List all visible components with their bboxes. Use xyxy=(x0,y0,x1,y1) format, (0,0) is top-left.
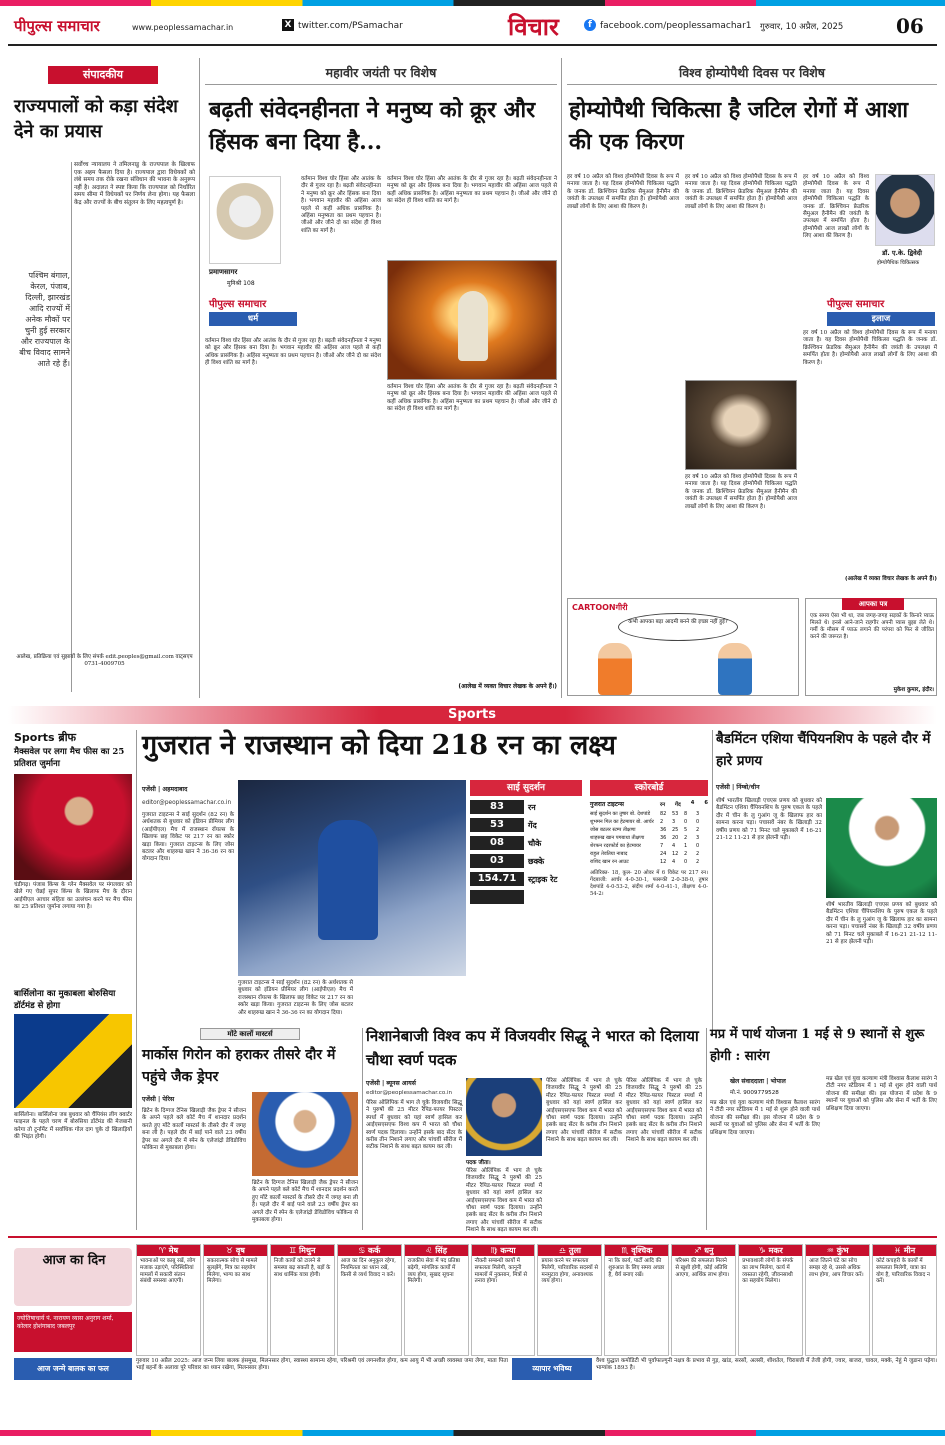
stat-2-label: चौके xyxy=(528,839,542,848)
brief-body: चंडीगढ़। पंजाब किंग्स के ग्लेन मैक्सवेल पर मंगलवार को खेले गए चेन्नई सुपर किंग्स के खिलाफ मैच के दौरान आईपीएल आचार संहिता का उल्लंघन करने पर मैच फीस का 25 प्रतिशत जुर्माना लगाया गया है। xyxy=(14,882,132,911)
author-photo-mahavir xyxy=(209,176,281,264)
rashifal-astrologer: ज्योतिषाचार्य पं. नारायण व्यास अनुराग शर्मा, कोलार होशंगाबाद जबलपुर xyxy=(14,1312,132,1352)
zodiac-symbol-icon: ♈ xyxy=(158,1246,166,1255)
letters-box xyxy=(805,598,937,696)
monte-byline: एजेंसी | पेरिस xyxy=(142,1096,175,1103)
zodiac-symbol-icon: ♐ xyxy=(694,1246,702,1255)
letters-label: आपका पत्र xyxy=(842,598,904,610)
zodiac-symbol-icon: ♌ xyxy=(425,1246,433,1255)
author-photo-homeopathy xyxy=(875,174,935,246)
zodiac-vrish: ♉ वृष सकारात्मक सोच से मामले सुलझेंगे, मित्र का सहयोग मिलेगा, भाग्य का साथ मिलेगा। xyxy=(203,1244,268,1356)
article1-body-col4: वर्तमान विश्व घोर हिंसा और आतंक के दौर से गुजर रहा है। बढ़ती संवेदनहीनता ने मनुष्य को क्रूर और हिंसक बना दिया है। भगवान महावीर की अहिंसा आज पहले से कहीं अधिक प्रासंगिक है। अहिंसा मनुष्यता का प्रथम पहचान है। जीओ और जीने दो का संदेश ही विश्व शांति का मार्ग है। xyxy=(387,384,557,413)
stat-1-value: 53 xyxy=(470,818,524,832)
table-row: साई सुदर्शन का तुषार बो. देशपांडे 82 53 8 3 xyxy=(590,811,700,817)
article1-author-title: मुनिश्री 108 xyxy=(227,280,255,287)
letters-author: मुकेश कुमार, इंदौर। xyxy=(893,687,934,693)
editorial-sidebar: पश्चिम बंगाल, केरल, पंजाब, दिल्ली, झारखंड आदि राज्यों में अनेक मौकों पर चुनी हुई सरकार और राज्यपाल के बीच विवाद सामने आते रहे हैं। xyxy=(19,271,70,368)
zodiac-mithun: ♊ मिथुन निजी कार्यों को टालने से समस्या बढ़ सकती है, बड़ों के साथ धार्मिक यात्रा होगी। xyxy=(270,1244,335,1356)
twitter-link[interactable]: twitter.com/PSamachar xyxy=(298,21,403,31)
stat-2-value: 08 xyxy=(470,836,524,850)
shooting-body-col1: पेरिस ओलिंपिक में भाग ले चुके विजयवीर सिद्धू ने पुरुषों की 25 मीटर रैपिड-फायर पिस्टल स्पर्धा में बुधवार को यहां स्वर्ण हासिल कर आईएसएसएफ विश्व कप में भारत को चौथा स्वर्ण पदक दिलाया। उन्होंने इसके बाद सेंटर के करीब तीन निशाने लगाए और पांचवीं सीरीज में सटीक निशाने के साथ बढ़त कायम कर ली। xyxy=(366,1100,462,1151)
stat-4-value: 154.71 xyxy=(470,872,524,886)
article1-body-col2: वर्तमान विश्व घोर हिंसा और आतंक के दौर से गुजर रहा है। बढ़ती संवेदनहीनता ने मनुष्य को क्रूर और हिंसक बना दिया है। भगवान महावीर की अहिंसा आज पहले से कहीं अधिक प्रासंगिक है। अहिंसा मनुष्यता का प्रथम पहचान है। जीओ और जीने दो का संदेश ही विश्व शांति का मार्ग है। xyxy=(205,338,381,367)
article2-author-title: होम्योपैथिक चिकित्सक xyxy=(876,260,920,266)
player-name: साई सुदर्शन xyxy=(470,780,582,796)
facebook-link[interactable]: facebook.com/peoplessamachar1 xyxy=(600,21,752,31)
col-balls: गेंद xyxy=(675,802,681,808)
color-strip xyxy=(0,0,945,6)
brief-photo xyxy=(14,774,132,880)
editorial-body: सर्वोच्च न्यायालय ने तमिलनाडु के राज्यपाल के खिलाफ एक अहम फैसला दिया है। राज्यपाल द्वारा विधेयकों को लंबे समय तक रोके रखना संविधान की भावना के अनुरूप नहीं है। अदालत ने स्पष्ट किया कि राज्यपाल को निर्धारित समय सीमा में विधेयकों पर निर्णय लेना होगा। यह फैसला केंद्र और राज्यों के बीच संतुलन के लिए महत्वपूर्ण है। xyxy=(74,162,195,206)
article-mahavir xyxy=(205,58,557,698)
zodiac-symbol-icon: ♓ xyxy=(893,1246,902,1255)
mp-byline: खेल संवाददाता | भोपाल xyxy=(730,1078,786,1085)
table-row: शेरफन रदरफोर्ड का हेटमायर 7 4 1 0 xyxy=(590,843,700,849)
article1-kicker: महावीर जयंती पर विशेष xyxy=(325,65,437,80)
badminton-headline: बैडमिंटन एशिया चैंपियनशिप के पहले दौर में हारे प्रणय xyxy=(716,731,931,769)
article2-body-col5: हर वर्ष 10 अप्रैल को विश्व होम्योपैथी दिवस के रूप में मनाया जाता है। यह दिवस होम्योपैथी चिकित्सा पद्धति के जनक डॉ. क्रिश्चियन फ्रेडरिक सैमुअल हैनीमैन की जयंती के उपलक्ष्य में समर्पित होता है। होम्योपैथी आज लाखों लोगों के लिए आशा की किरण है। xyxy=(803,330,937,366)
badminton-body-col2: शीर्ष भारतीय खिलाड़ी एचएस प्रणय को बुधवार को बैडमिंटन एशिया चैंपियनशिप के पुरुष एकल के पहले दौर में चीन के लु गुआंग जू के खिलाफ हार का सामना करना पड़ा। पचासवें नंबर के खिलाड़ी 32 वर्षीय प्रणय को 71 मिनट चले मुकाबले में 16-21 21-12 11-21 से हार झेलनी पड़ी। xyxy=(826,902,937,946)
shooting-body-col4: पेरिस ओलिंपिक में भाग ले चुके विजयवीर सिद्धू ने पुरुषों की 25 मीटर रैपिड-फायर पिस्टल स्पर्धा में बुधवार को यहां स्वर्ण हासिल कर आईएसएसएफ विश्व कप में भारत को चौथा स्वर्ण पदक दिलाया। उन्होंने इसके बाद सेंटर के करीब तीन निशाने लगाए और पांचवीं सीरीज में सटीक निशाने के साथ बढ़त कायम कर ली। xyxy=(626,1078,702,1144)
zodiac-symbol-icon: ♍ xyxy=(490,1246,498,1255)
shooting-headline: निशानेबाजी विश्व कप में विजयवीर सिद्धू ने भारत को दिलाया चौथा स्वर्ण पदक xyxy=(366,1027,699,1069)
masthead-rule xyxy=(8,44,937,46)
article1-brand: पीपुल्स समाचार xyxy=(209,299,267,310)
shooting-story xyxy=(366,1024,702,1234)
editorial-divider xyxy=(71,162,72,692)
scoreboard-header xyxy=(660,800,708,808)
brief-headline: मैक्सवेल पर लगा मैच फीस का 25 प्रतिशत जुर्माना xyxy=(14,747,125,769)
badminton-byline: एजेंसी | निंग्बो/चीन xyxy=(716,784,760,791)
column-divider-1 xyxy=(199,58,200,698)
zodiac-symbol-icon: ♒ xyxy=(826,1246,834,1255)
monte-carlo-story xyxy=(142,1028,358,1230)
col-fours: 4 xyxy=(690,800,695,806)
brief2-body: बार्सिलोना। बार्सिलोना जब बुधवार को चैंपियंस लीग क्वार्टर फाइनल के पहले चरण में बोरुसिया डॉर्टमंड की मेजबानी करेगा तो टूर्नामेंट में सर्वाधिक गोल दाग चुके दो खिलाड़ियों की भिड़ंत होगी। xyxy=(14,1112,132,1141)
article1-headline: बढ़ती संवेदनहीनता ने मनुष्य को क्रूर और हिंसक बना दिया है... xyxy=(209,97,536,155)
article2-headline: होम्योपैथी चिकित्सा है जटिल रोगों में आशा की एक किरण xyxy=(569,97,909,155)
stat-3-value: 03 xyxy=(470,854,524,868)
zodiac-makar: ♑ मकर प्रभावशाली लोगों के संपर्क का लाभ मिलेगा, कार्य में व्यस्तता रहेगी, जीवनसाथी का सहयोग मिलेगा। xyxy=(738,1244,803,1356)
twitter-icon: X xyxy=(282,19,294,31)
zodiac-kanya: ♍ कन्या नौकरी सम्बन्धी कार्यों में सफलता मिलेगी, कानूनी मामलों में नुकसान, मित्रों से तनाव होगा। xyxy=(471,1244,536,1356)
rashifal-title: आज का दिन xyxy=(42,1253,106,1268)
zodiac-singh: ♌ सिंह राजकीय सेवा में पद प्रतिष्ठा बढ़ेगी, मांगलिक कार्यों में व्यय होगा, सुखद सूचना मिलेगी। xyxy=(404,1244,469,1356)
birthday-label: आज जन्मे बालक का फल xyxy=(14,1358,132,1380)
table-row: राहुल तेवतिया नाबाद 24 12 2 2 xyxy=(590,851,700,857)
table-row: शाहरुख खान पगबाधा तीक्षणा 36 20 2 3 xyxy=(590,835,700,841)
masthead-logo: पीपुल्स समाचार xyxy=(14,17,100,35)
monte-headline: मार्कोस गिरोन को हराकर तीसरे दौर में पहुंचे जैक ड्रेपर xyxy=(142,1047,336,1085)
article2-brand: पीपुल्स समाचार xyxy=(827,299,885,310)
rashifal-title-box xyxy=(14,1248,132,1306)
article2-body-col1: हर वर्ष 10 अप्रैल को विश्व होम्योपैथी दिवस के रूप में मनाया जाता है। यह दिवस होम्योपैथी चिकित्सा पद्धति के जनक डॉ. क्रिश्चियन फ्रेडरिक सैमुअल हैनीमैन की जयंती के उपलक्ष्य में समर्पित होता है। होम्योपैथी आज लाखों लोगों के लिए आशा की किरण है। xyxy=(567,174,679,210)
zodiac-kark: ♋ कर्क आज का दिन अनुकूल रहेगा, नियमितता का ध्यान रखें, किसी से व्यर्थ विवाद न करें। xyxy=(337,1244,402,1356)
monte-label: मोंटे कार्लो मास्टर्स xyxy=(200,1028,300,1040)
table-row: शुभमन गिल का हेटमायर बो. आर्चर 2 3 0 0 xyxy=(590,819,700,825)
stat-0-label: रन xyxy=(528,803,536,812)
issue-date: गुरुवार, 10 अप्रैल, 2025 xyxy=(760,22,844,32)
article-homeopathy xyxy=(567,58,937,598)
article1-footer: (आलेख में व्यक्त विचार लेखक के अपने हैं।) xyxy=(458,683,557,690)
article1-body-col1: वर्तमान विश्व घोर हिंसा और आतंक के दौर से गुजर रहा है। बढ़ती संवेदनहीनता ने मनुष्य को क्रूर और हिंसक बना दिया है। भगवान महावीर की अहिंसा आज पहले से कहीं अधिक प्रासंगिक है। अहिंसा मनुष्यता का प्रथम पहचान है। जीओ और जीने दो का संदेश ही विश्व शांति का मार्ग है। xyxy=(301,176,381,234)
player-stats xyxy=(470,780,582,976)
stat-4-label: स्ट्राइक रेट xyxy=(528,875,558,884)
shooting-caption: पदक जीता। xyxy=(466,1160,491,1166)
badminton-body-col1: शीर्ष भारतीय खिलाड़ी एचएस प्रणय को बुधवार को बैडमिंटन एशिया चैंपियनशिप के पुरुष एकल के पहले दौर में चीन के लु गुआंग जू के खिलाफ हार का सामना करना पड़ा। पचासवें नंबर के खिलाड़ी 32 वर्षीय प्रणय को 71 मिनट चले मुकाबले में 16-21 21-12 11-21 से हार झेलनी पड़ी। xyxy=(716,798,822,842)
cartoon-caption: कभी आपका बड़ा आदमी बनने की इच्छा नहीं हुई? xyxy=(628,619,728,625)
business-text: वैश्व युद्धात कमोडिटी भी पूर्वाफाल्गुनी नक्षत्र के प्रभाव से गुड़, खांड, सरसों, अलसी, शीशतेल, चिराबत्ती में तेजी होगी, ज्वार, बाजरा, चावल, मक्के, नेहुं मे जुडाना पड़ेगा। भाग्यांक 1893 है। xyxy=(596,1358,937,1371)
scoreboard-label: स्कोरबोर्ड xyxy=(590,780,708,796)
sports-brief xyxy=(14,730,132,1040)
editorial-headline: राज्यपालों को कड़ा संदेश देने का प्रयास xyxy=(14,96,178,142)
brief2-photo xyxy=(14,1014,132,1108)
brief-label: Sports ब्रीफ xyxy=(14,731,77,744)
column-divider-6 xyxy=(706,1028,707,1230)
zodiac-symbol-icon: ♑ xyxy=(758,1246,766,1255)
shooting-body-col2: पेरिस ओलिंपिक में भाग ले चुके विजयवीर सिद्धू ने पुरुषों की 25 मीटर रैपिड-फायर पिस्टल स्पर्धा में बुधवार को यहां स्वर्ण हासिल कर आईएसएसएफ विश्व कप में भारत को चौथा स्वर्ण पदक दिलाया। उन्होंने इसके बाद सेंटर के करीब तीन निशाने लगाए और पांचवीं सीरीज में सटीक निशाने के साथ बढ़त कायम कर ली। xyxy=(466,1168,542,1234)
scoreboard xyxy=(590,780,708,1030)
stat-0-value: 83 xyxy=(470,800,524,814)
website-link[interactable]: www.peoplessamachar.in xyxy=(132,23,234,32)
zodiac-dhanu: ♐ धनु परिश्रम की सफलता मिलने से खुशी होगी, कोई अतिथि आएगा, आर्थिक लाभ होगा। xyxy=(671,1244,736,1356)
main-headline: गुजरात ने राजस्थान को दिया 218 रन का लक्ष्य xyxy=(142,730,616,761)
shooting-byline: एजेंसी | ब्यूनस आयर्स xyxy=(366,1080,416,1087)
zodiac-mesh: ♈ मेष भावनाओं पर काबू रखें, लोग मजाक उड़ाएंगे, परिस्थितियां मामलों में सकारी संतान संबंधी समस्या आएगी। xyxy=(136,1244,201,1356)
article2-tag: इलाज xyxy=(827,312,935,326)
mp-story xyxy=(710,1024,937,1230)
hahnemann-portrait xyxy=(685,380,797,470)
scoreboard-rows xyxy=(590,810,708,866)
monte-body-col2: ब्रिटेन के दिग्गज टेनिस खिलाड़ी जैक ड्रेपर ने सीजन के अपने पहले क्ले कोर्ट मैच में शानदार प्रदर्शन करते हुए मोंटे कार्लो मास्टर्स के तीसरे दौर में जगह बना ली है। पहले दौर में बाई पाने वाले 23 वर्षीय ड्रेपर का अगले दौर में स्पेन के एलेजांद्रो डेविडोविच फोकिना से मुकाबला होगा। xyxy=(252,1180,358,1224)
cartoon-bubble xyxy=(618,613,738,641)
rashifal xyxy=(8,1236,937,1396)
main-body: गुजरात टाइटन्स ने साई सुदर्शन (82 रन) के अर्धशतक से बुधवार को इंडियन प्रीमियर लीग (आईपीएल) मैच में राजस्थान रॉयल्स के खिलाफ छह विकेट पर 217 रन का स्कोर खड़ा किया। गुजरात टाइटन्स के लिए जोस बटलर और शाहरुख खान ने 36-36 रन का योगदान दिया। xyxy=(142,812,234,863)
zodiac-tula: ♎ तुला प्रयास करने पर सफलता मिलेगी, पारिवारिक सदस्यों से मनमुटाव होगा, अनावश्यक व्यय होगा। xyxy=(537,1244,602,1356)
article2-body-col3: हर वर्ष 10 अप्रैल को विश्व होम्योपैथी दिवस के रूप में मनाया जाता है। यह दिवस होम्योपैथी चिकित्सा पद्धति के जनक डॉ. क्रिश्चियन फ्रेडरिक सैमुअल हैनीमैन की जयंती के उपलक्ष्य में समर्पित होता है। होम्योपैथी आज लाखों लोगों के लिए आशा की किरण है। xyxy=(685,474,797,510)
birthday-text: गुरुवार 10 अप्रैल 2025: आज जन्म लिया बालक हंसमुख, मिलनसार होगा, स्वास्थ्य सामान्य रहेगा, परिश्रमी एवं लगनशील होगा, कम आयु में भी अच्छी व्यवस्था जमा लेगा, माता पिता भाई बहनों के अलावा पूरे परिवार का ध्यान रखेगा, मिलनसार होगा। xyxy=(136,1358,508,1371)
column-divider-5 xyxy=(362,1028,363,1230)
table-row: जोस बटलर स्टम्प तीक्षणा 36 25 5 2 xyxy=(590,827,700,833)
editorial-column xyxy=(14,58,195,698)
zodiac-vrishchik: ♏ वृश्चिक ना कि कार्य, पार्टी आदि की शुरुआत के लिए समय अच्छा है, धैर्य बनाए रखें। xyxy=(604,1244,669,1356)
zodiac-symbol-icon: ♎ xyxy=(558,1246,567,1255)
article1-body-col3: वर्तमान विश्व घोर हिंसा और आतंक के दौर से गुजर रहा है। बढ़ती संवेदनहीनता ने मनुष्य को क्रूर और हिंसक बना दिया है। भगवान महावीर की अहिंसा आज पहले से कहीं अधिक प्रासंगिक है। अहिंसा मनुष्यता का प्रथम पहचान है। जीओ और जीने दो का संदेश ही विश्व शांति का मार्ग है। xyxy=(387,176,557,205)
article2-kicker: विश्व होम्योपैथी दिवस पर विशेष xyxy=(678,65,825,80)
shooting-email[interactable]: editor@peoplessamachar.co.in xyxy=(366,1090,453,1096)
article2-body-col4: हर वर्ष 10 अप्रैल को विश्व होम्योपैथी दिवस के रूप में मनाया जाता है। यह दिवस होम्योपैथी चिकित्सा पद्धति के जनक डॉ. क्रिश्चियन फ्रेडरिक सैमुअल हैनीमैन की जयंती के उपलक्ष्य में समर्पित होता है। होम्योपैथी आज लाखों लोगों के लिए आशा की किरण है। xyxy=(803,174,869,240)
article1-tag: धर्म xyxy=(209,312,297,326)
cartoon-box xyxy=(567,598,799,696)
cartoon-figure-left xyxy=(598,643,632,695)
article2-author-name: डॉ. ए.के. द्विवेदी xyxy=(882,249,922,257)
monte-body-col1: ब्रिटेन के दिग्गज टेनिस खिलाड़ी जैक ड्रेपर ने सीजन के अपने पहले क्ले कोर्ट मैच में शानदार प्रदर्शन करते हुए मोंटे कार्लो मास्टर्स के तीसरे दौर में जगह बना ली है। पहले दौर में बाई पाने वाले 23 वर्षीय ड्रेपर का अगले दौर में स्पेन के एलेजांद्रो डेविडोविच फोकिना से मुकाबला होगा। xyxy=(142,1108,246,1152)
stat-1-label: गेंद xyxy=(528,821,537,830)
article1-author-name: प्रमाणसागर xyxy=(209,268,238,276)
zodiac-symbol-icon: ♏ xyxy=(621,1246,629,1255)
cartoon-label: CARTOONगीरी xyxy=(572,603,628,612)
mp-phone: मो.नं. 9009779528 xyxy=(730,1090,779,1096)
shooting-body-col3: पेरिस ओलिंपिक में भाग ले चुके विजयवीर सिद्धू ने पुरुषों की 25 मीटर रैपिड-फायर पिस्टल स्पर्धा में बुधवार को यहां स्वर्ण हासिल कर आईएसएसएफ विश्व कप में भारत को चौथा स्वर्ण पदक दिलाया। उन्होंने इसके बाद सेंटर के करीब तीन निशाने लगाए और पांचवीं सीरीज में सटीक निशाने के साथ बढ़त कायम कर ली। xyxy=(546,1078,622,1144)
monte-photo xyxy=(252,1092,358,1176)
shooting-photo xyxy=(466,1078,542,1156)
stat-3-label: छक्के xyxy=(528,857,545,866)
scoreboard-team: गुजरात टाइटन्स xyxy=(590,801,624,808)
editorial-footer: आलेख, प्रतिक्रिया एवं सुझावों के लिए संपर्क edit.peoples@gmail.com वाट्सएप 0731-4009705 xyxy=(16,654,193,667)
cartoon-figure-right xyxy=(718,643,752,695)
main-photo xyxy=(238,780,466,976)
badminton-photo xyxy=(826,798,937,898)
brief2-headline: बार्सिलोना का मुकाबला बोरुसिया डॉर्टमंड से होगा xyxy=(14,989,116,1011)
col-sixes: 6 xyxy=(704,800,708,806)
badminton-story xyxy=(716,728,937,1028)
zodiac-symbol-icon: ♉ xyxy=(225,1246,234,1255)
mp-headline: मप्र में पार्थ योजना 1 मई से 9 स्थानों से शुरू होगी : सारंग xyxy=(710,1027,925,1064)
main-body-col2: गुजरात टाइटन्स ने साई सुदर्शन (82 रन) के अर्धशतक से बुधवार को इंडियन प्रीमियर लीग (आईपीएल) मैच में राजस्थान रॉयल्स के खिलाफ छह विकेट पर 217 रन का स्कोर खड़ा किया। गुजरात टाइटन्स के लिए जोस बटलर और शाहरुख खान ने 36-36 रन का योगदान दिया। xyxy=(238,980,353,1016)
sports-label: Sports xyxy=(412,706,532,724)
article2-body-col2: हर वर्ष 10 अप्रैल को विश्व होम्योपैथी दिवस के रूप में मनाया जाता है। यह दिवस होम्योपैथी चिकित्सा पद्धति के जनक डॉ. क्रिश्चियन फ्रेडरिक सैमुअल हैनीमैन की जयंती के उपलक्ष्य में समर्पित होता है। होम्योपैथी आज लाखों लोगों के लिए आशा की किरण है। xyxy=(685,174,797,210)
scoreboard-extra: अतिरिक्त- 18, कुल- 20 ओवर में 6 विकेट पर 217 रन। गेंदबाजी: आर्चर 4-0-30-1, फारूकी 2-0-38-0, तुषार देशपांडे 4-0-53-2, संदीप शर्मा 4-0-41-1, तीक्षणा 4-0-54-2। xyxy=(590,870,708,897)
column-divider-4 xyxy=(712,730,713,1030)
main-email[interactable]: editor@peoplessamachar.co.in xyxy=(142,800,232,806)
main-byline: एजेंसी | अहमदाबाद xyxy=(142,786,188,793)
sports-banner xyxy=(8,706,937,724)
mahavir-illustration xyxy=(387,260,557,380)
zodiac-symbol-icon: ♊ xyxy=(289,1246,297,1255)
bottom-color-strip xyxy=(0,1430,945,1436)
column-divider-3 xyxy=(136,730,137,1230)
col-runs: रन xyxy=(660,802,666,808)
article2-footer: (आलेख में व्यक्त विचार लेखक के अपने हैं।) xyxy=(845,576,937,582)
column-divider-2 xyxy=(561,58,562,698)
letters-body: एक समय ऐसा भी था, जब जगह-जगह सड़कों के किनारे प्याऊ मिलते थे। इनसे आने-जाने राहगीर अपनी प्यास बुझा लेते थे। गर्मी के मौसम में प्याऊ लगाने की परंपरा को फिर से जीवित करने की जरूरत है। xyxy=(810,613,934,640)
zodiac-kumbh: ♒ कुंभ आज जितने घंटे का सोच समझ रहे थे, उससे अधिक लाभ होगा, आप विचार करें। xyxy=(805,1244,870,1356)
business-label: व्यापार भविष्य xyxy=(512,1358,592,1380)
mp-body-col2: मप्र खेल एवं युवा कल्याण मंत्री विश्वास कैलाश सारंग ने टीटी नगर स्टेडियम में 1 मई से शुरू होने वाली पार्थ योजना की समीक्षा की। इस योजना में प्रदेश के 9 स्थानों पर युवाओं को पुलिस और सेना में भर्ती के लिए प्रशिक्षण दिया जाएगा। xyxy=(826,1076,937,1112)
editorial-label: संपादकीय xyxy=(48,66,158,84)
facebook-icon: f xyxy=(584,19,596,31)
table-row: राशिद खान रन आउट 12 4 0 2 xyxy=(590,859,700,865)
section-title: विचार xyxy=(508,12,559,41)
mp-body-col1: मप्र खेल एवं युवा कल्याण मंत्री विश्वास कैलाश सारंग ने टीटी नगर स्टेडियम में 1 मई से शुरू होने वाली पार्थ योजना की समीक्षा की। इस योजना में प्रदेश के 9 स्थानों पर युवाओं को पुलिस और सेना में भर्ती के लिए प्रशिक्षण दिया जाएगा। xyxy=(710,1100,820,1136)
page-number: 06 xyxy=(896,14,924,38)
zodiac-grid xyxy=(136,1244,937,1356)
zodiac-symbol-icon: ♋ xyxy=(358,1246,366,1255)
masthead xyxy=(0,0,945,62)
stat-5-value xyxy=(470,890,524,904)
zodiac-meen: ♓ मीन कोर्ट कचहरी के कार्यों में सफलता मिलेगी, यात्रा का योग है, पारिवारिक विवाद न करें। xyxy=(872,1244,937,1356)
